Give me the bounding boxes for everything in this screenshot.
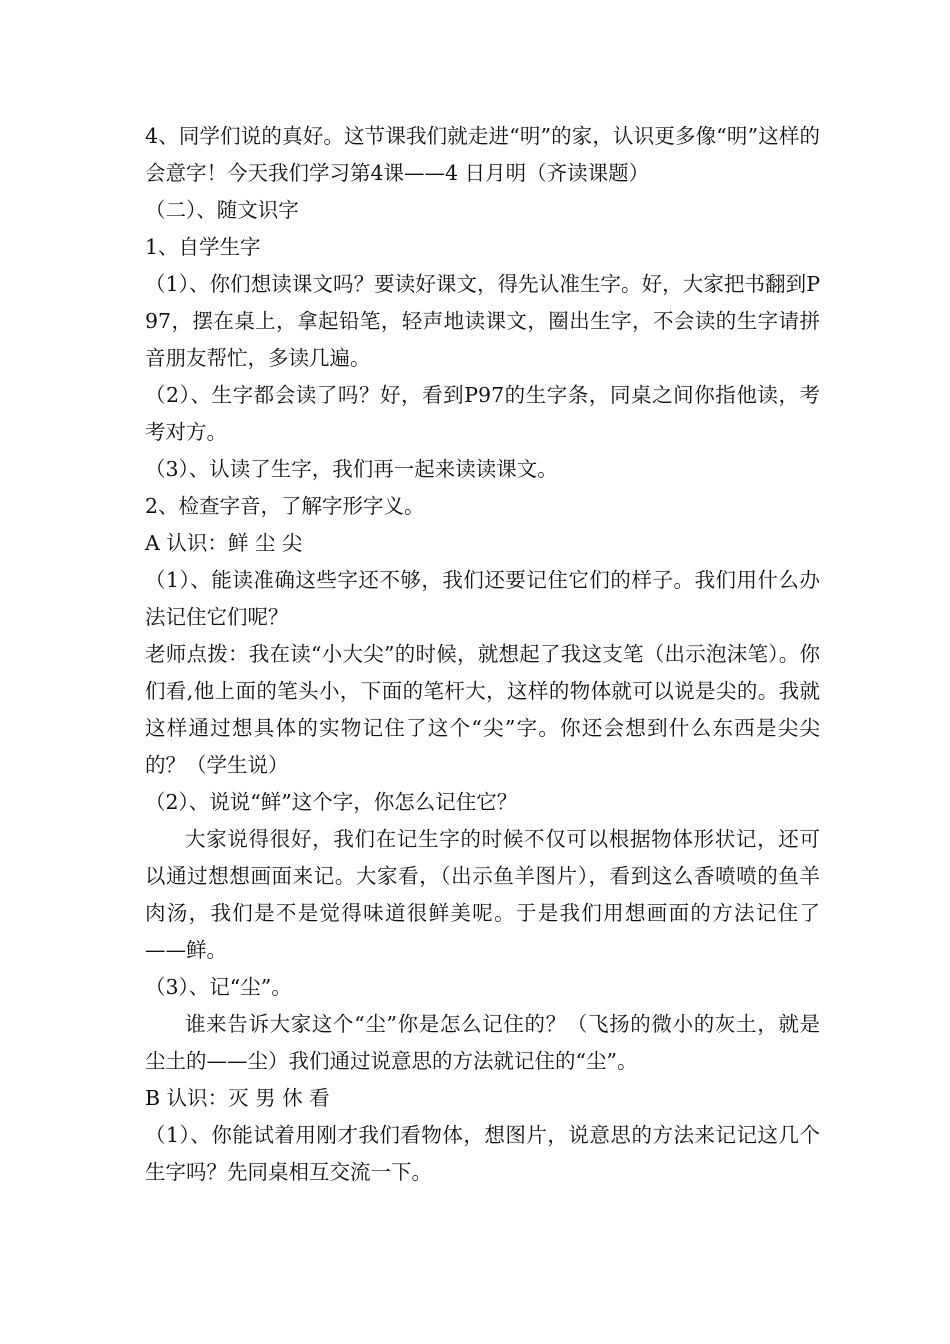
paragraph-step-1-3: （3）、认读了生字，我们再一起来读读课文。 (145, 457, 558, 481)
paragraph-meaning-method: 谁来告诉大家这个“尘”你是怎么记住的？（飞扬的微小的灰土，就是尘土的——尘）我们通过说意思的方法就记住的“尘”。 (145, 1012, 820, 1073)
paragraph-teacher-hint: 老师点拨：我在读“小大尖”的时候，就想起了我这支笔（出示泡沫笔）。你们看,他上面的笔头小，下面的笔杆大，这样的物体就可以说是尖的。我就这样通过想具体的实物记住了这个“尖”字。你还会想到什么东西是尖尖的？（学生说） (145, 642, 820, 777)
step-heading-self-study: 1、自学生字 (145, 235, 261, 259)
paragraph-a-1: （1）、能读准确这些字还不够，我们还要记住它们的样子。我们用什么办法记住它们呢？ (145, 568, 820, 629)
paragraph-a-2: （2）、说说“鲜”这个字，你怎么记住它？ (145, 790, 518, 814)
subheading-a: A 认识：鲜 尘 尖 (145, 531, 303, 555)
paragraph-step-1-2: （2）、生字都会读了吗？好，看到P97的生字条，同桌之间你指他读，考考对方。 (145, 383, 820, 444)
paragraph-intro: 4、同学们说的真好。这节课我们就走进“明”的家，认识更多像“明”这样的会意字！今天我们学习第4课——4 日月明（齐读课题） (145, 124, 820, 185)
section-heading-literacy: （二）、随文识字 (145, 198, 299, 222)
paragraph-a-3: （3）、记“尘”。 (145, 975, 292, 999)
subheading-b: B 认识：灭 男 休 看 (145, 1086, 330, 1110)
paragraph-picture-method: 大家说得很好，我们在记生字的时候不仅可以根据物体形状记，还可以通过想想画面来记。大家看，（出示鱼羊图片），看到这么香喷喷的鱼羊肉汤，我们是不是觉得味道很鲜美呢。于是我们用想画面的方法记住了——鲜。 (145, 827, 820, 962)
step-heading-check: 2、检查字音，了解字形字义。 (145, 494, 425, 518)
paragraph-b-1: （1）、你能试着用刚才我们看物体，想图片，说意思的方法来记记这几个生字吗？先同桌相互交流一下。 (145, 1123, 820, 1184)
document-body (145, 118, 820, 1191)
paragraph-step-1-1: （1）、你们想读课文吗？要读好课文，得先认准生字。好，大家把书翻到P97，摆在桌上，拿起铅笔，轻声地读课文，圈出生字，不会读的生字请拼音朋友帮忙，多读几遍。 (145, 272, 820, 370)
